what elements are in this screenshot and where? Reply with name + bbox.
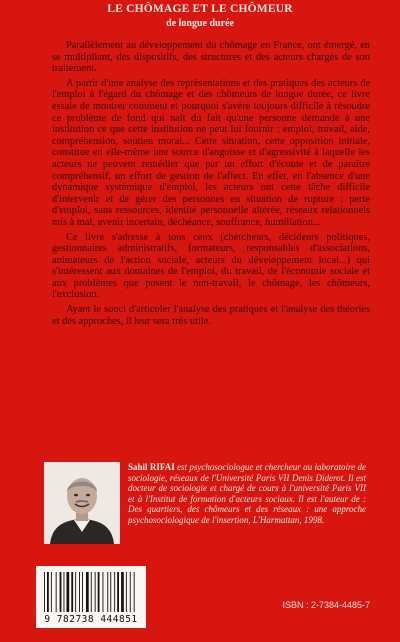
blurb-paragraph-2: A partir d'une analyse des représentations et des pratiques des acteurs de l'emploi à l'égard du chômage et des chômeurs de longue durée, ce livre essaie de montrer comment et pourquoi s'avère toujours difficile à résoudre ce problème de fond qui naît du fait qu'une personne demande à une institution ce que cette institution ne peut lui fournir : emploi, travail, aide, compréhension, soutien moral... Cette situation, cette opposition initiale, constitue en elle-même une source d'angoisse et d'agressivité à laquelle les acteurs ne peuvent remédier que par un effort d'écoute et de paraître compréhensif, un effort de gestion de l'affect. En effet, en l'absence d'une dynamique systémique d'emploi, les acteurs ont cette tâche difficile d'intervenir et de gérer des personnes en situation de rupture : perte d'emploi, sans ressources, identité personnelle altérée, réseaux relationnels mis à mal, avenir incertain, déchéance, souffrance, humiliation...: [52, 77, 370, 228]
barcode-bars: [44, 572, 138, 614]
isbn: ISBN : 2-7384-4485-7: [282, 600, 370, 610]
book-subtitle: de longue durée: [166, 18, 234, 29]
author-bio: [128, 462, 366, 526]
blurb: [52, 40, 370, 330]
book-title: LE CHÔMAGE ET LE CHÔMEUR: [107, 3, 293, 15]
blurb-paragraph-4: Ayant le souci d'articuler l'analyse des pratiques et l'analyse des théories et des approches, il leur sera très utile.: [52, 304, 370, 327]
blurb-paragraph-3: Ce livre s'adresse à tous ceux (chercheurs, décideurs politiques, gestionnaires administratifs, formateurs, responsables d'associations, animateurs de l'action sociale, acteurs du développement local...) qui s'intéressent aux domaines de l'emploi, du travail, de l'économie sociale et aux problèmes que posent le non-travail, le chômage, les chômeurs, l'exclusion.: [52, 231, 370, 301]
blurb-paragraph-1: Parallèlement au développement du chômage en France, ont émergé, en se multipliant, des dispositifs, des structures et des acteurs chargés de son traitement.: [52, 40, 370, 75]
author-bio-text: est psychosociologue et chercheur au laboratoire de sociologie, réseaux de l'Université Paris VII Denis Diderot. Il est docteur de sociologie et chargé de cours à l'université Paris VII et à l'Institut de formation d'acteurs sociaux. Il est l'auteur de : Des quartiers, des chômeurs et des réseaux : une approche psychosociologique de l'insertion, L'Harmattan, 1998.: [128, 462, 366, 525]
barcode-number: 9 782738 444851: [44, 614, 138, 625]
author-photo: [44, 462, 120, 544]
barcode: [36, 566, 146, 628]
author-name: Sahil RIFAI: [128, 462, 175, 472]
